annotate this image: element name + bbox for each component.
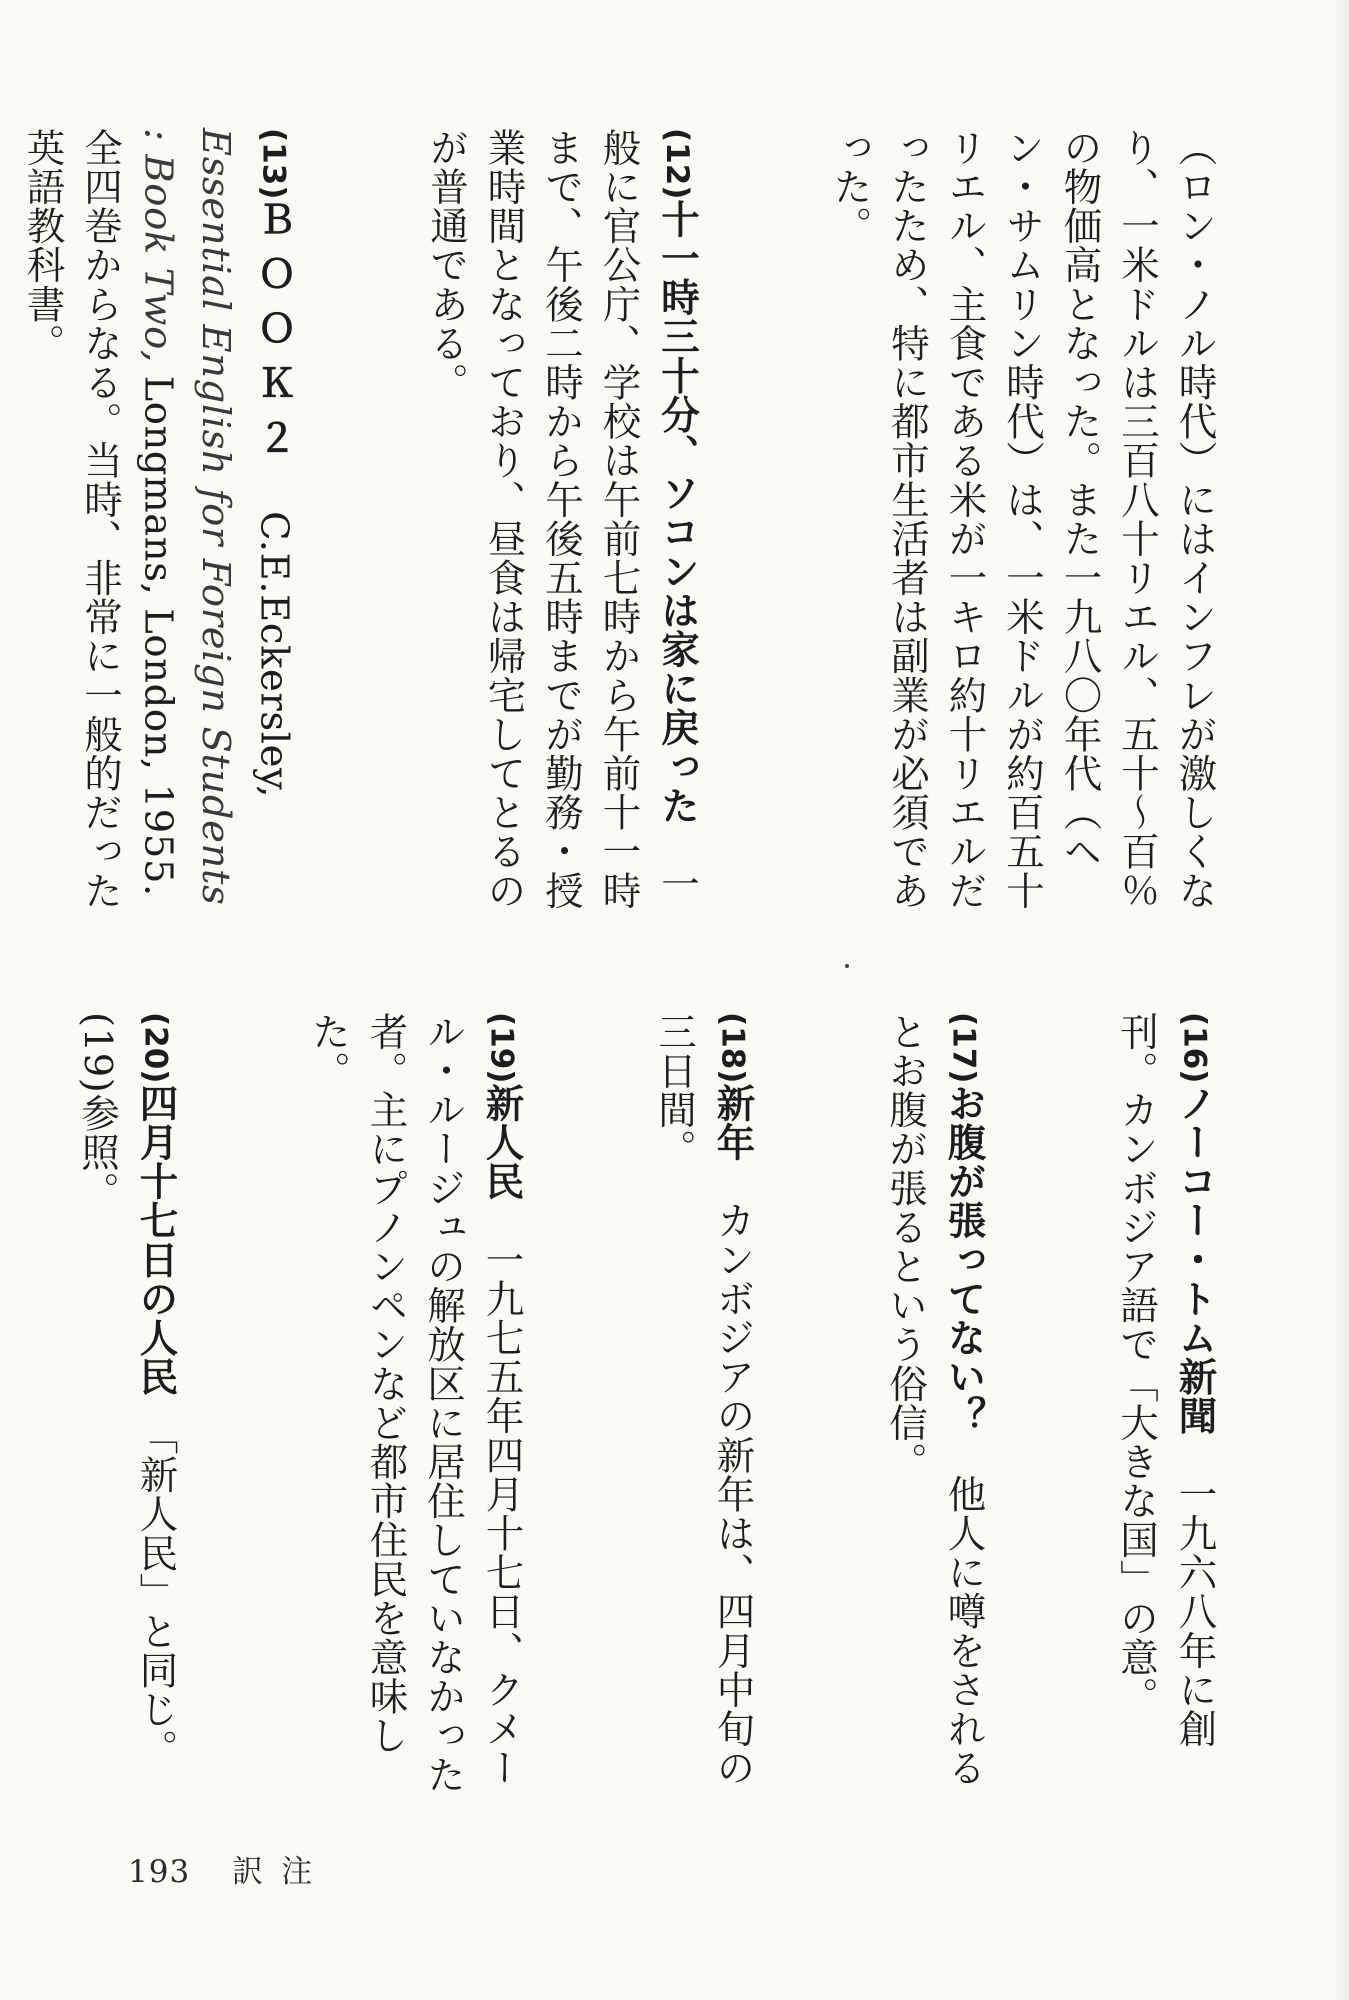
note-heading: ノーコー・トム新聞: [1172, 1083, 1218, 1436]
note-12: [418, 128, 707, 928]
page-footer: [128, 1846, 330, 1891]
note-heading: 新年: [710, 1083, 756, 1162]
note-19: [300, 1012, 531, 1812]
note-heading: お腹が張ってない？: [941, 1083, 987, 1436]
notes-upper-block: [0, 128, 1281, 928]
note-number: (13): [255, 128, 292, 200]
note-heading: ＢＯＯＫ２: [251, 199, 297, 472]
note-16: [1108, 1012, 1224, 1812]
note-number: (12): [659, 128, 695, 200]
note-number: (18): [714, 1012, 751, 1084]
note-number: (16): [1176, 1012, 1213, 1084]
note-number: (19): [483, 1012, 520, 1084]
note-body: 「新人民」と同じ。(19)参照。: [75, 1012, 179, 1769]
note-heading: 四月十七日の人民: [133, 1083, 179, 1397]
note-17: [877, 1012, 993, 1812]
book-title: Essential English for Foreign Students : Book Two,: [135, 128, 238, 906]
printing-speck: [845, 964, 849, 968]
note-heading: 新人民: [479, 1083, 525, 1201]
note-body: 一九六八年に創刊。カンボジア語で「大きな国」の意。: [1114, 1012, 1218, 1749]
note-continuation: （ロン・ノル時代）にはインフレが激しくなり、一米ドルは三百八十リエル、五十～百％の物価高となった。また一九八〇年代（ヘン・サムリン時代）は、一米ドルが約百五十リエル、主食である米が一キロ約十リエルだったため、特に都市生活者は副業が必須であった。: [827, 128, 1218, 910]
page-number: 193: [128, 1854, 191, 1890]
notes-lower-block: [0, 1012, 1281, 1812]
note-body: Longmans, London, 1955. 全四巻からなる。当時、非常に一般的だった英語教科書。: [20, 128, 181, 910]
page-edge: [1333, 0, 1349, 2000]
note-body: 一九七五年四月十七日、クメール・ルージュの解放区に居住していなかった者。主にプノンペンなど都市住民を意味した。: [306, 1012, 525, 1794]
note-body: 他人に噂をされるとお腹が張るという俗信。: [883, 1012, 987, 1788]
note-18: [646, 1012, 762, 1812]
note-20: [69, 1012, 185, 1812]
note-number: (20): [137, 1012, 174, 1084]
note-body: 一般に官公庁、学校は午前七時から午前十一時まで、午後二時から午後五時までが勤務・授業時間となっており、昼食は帰宅してとるのが普通である。: [424, 128, 700, 910]
note-body: カンボジアの新年は、四月中旬の三日間。: [652, 1012, 756, 1788]
note-13: [14, 128, 303, 928]
note-number: (17): [945, 1012, 982, 1084]
note-author: C.E.Eckersley,: [251, 511, 297, 799]
section-label: 訳注: [232, 1854, 331, 1890]
note-heading: 十一時三十分、ソコンは家に戻った: [655, 199, 700, 826]
